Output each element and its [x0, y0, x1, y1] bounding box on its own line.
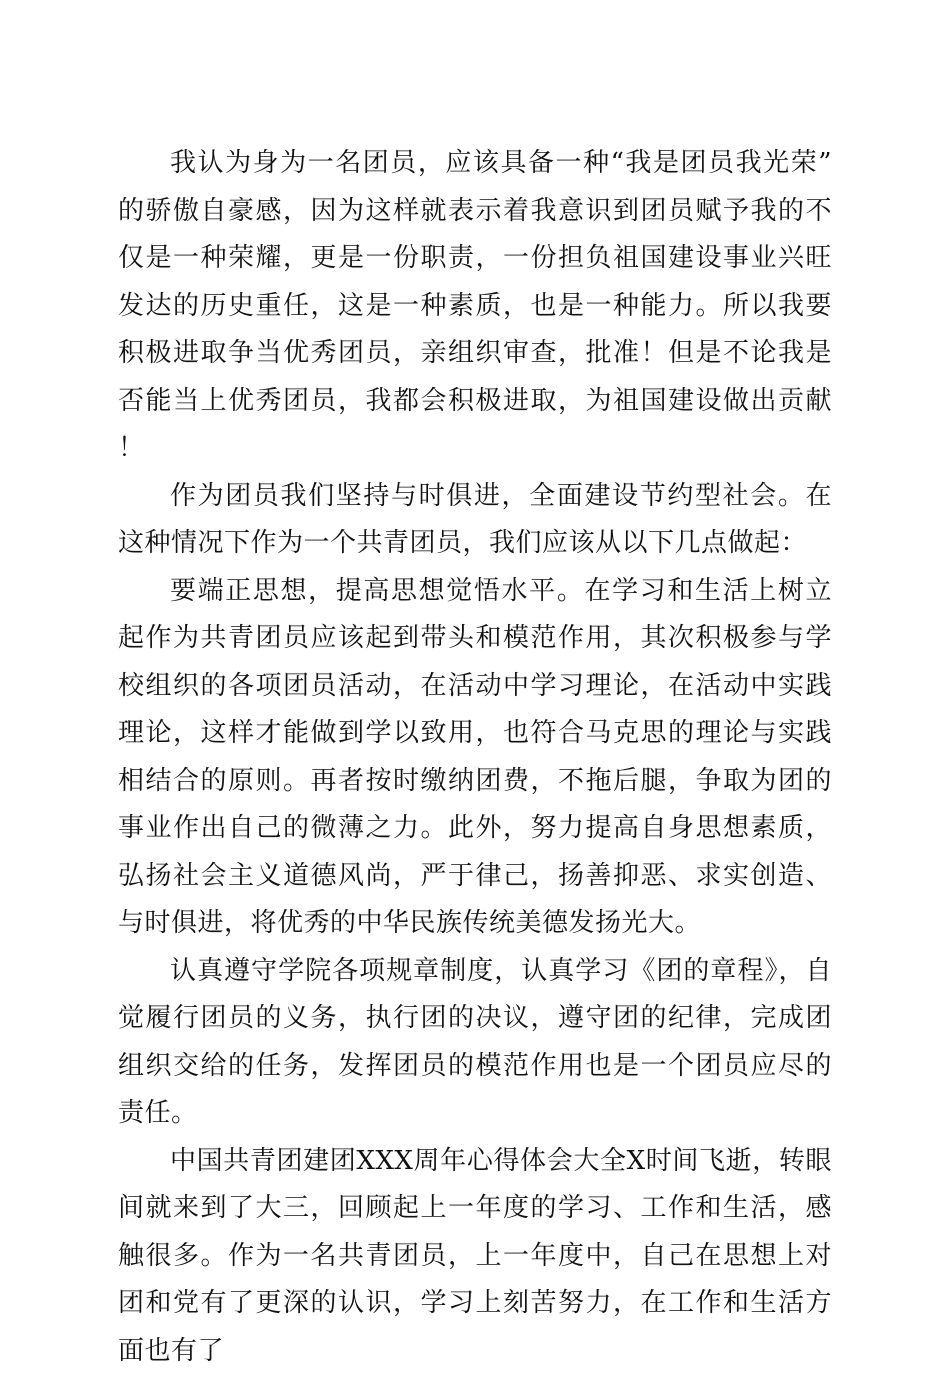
- paragraph-2: 作为团员我们坚持与时俱进，全面建设节约型社会。在这种情况下作为一个共青团员，我们应该从以下几点做起：: [118, 473, 832, 568]
- paragraph-5: 中国共青团建团XXX周年心得体会大全X时间飞逝，转眼间就来到了大三，回顾起上一年度的学习、工作和生活，感触很多。作为一名共青团员，上一年度中，自己在思想上对团和党有了更深的认识，学习上刻苦努力，在工作和生活方面也有了: [118, 1138, 832, 1375]
- paragraph-3: 要端正思想，提高思想觉悟水平。在学习和生活上树立起作为共青团员应该起到带头和模范作用，其次积极参与学校组织的各项团员活动，在活动中学习理论，在活动中实践理论，这样才能做到学以致用，也符合马克思的理论与实践相结合的原则。再者按时缴纳团费，不拖后腿，争取为团的事业作出自己的微薄之力。此外，努力提高自身思想素质，弘扬社会主义道德风尚，严于律己，扬善抑恶、求实创造、与时俱进，将优秀的中华民族传统美德发扬光大。: [118, 568, 832, 948]
- paragraph-1: 我认为身为一名团员，应该具备一种“我是团员我光荣”的骄傲自豪感，因为这样就表示着我意识到团员赋予我的不仅是一种荣耀，更是一份职责，一份担负祖国建设事业兴旺发达的历史重任，这是一种素质，也是一种能力。所以我要积极进取争当优秀团员，亲组织审查，批准！但是不论我是否能当上优秀团员，我都会积极进取，为祖国建设做出贡献！: [118, 140, 832, 473]
- document-body: [118, 140, 832, 1375]
- paragraph-4: 认真遵守学院各项规章制度，认真学习《团的章程》，自觉履行团员的义务，执行团的决议，遵守团的纪律，完成团组织交给的任务，发挥团员的模范作用也是一个团员应尽的责任。: [118, 948, 832, 1138]
